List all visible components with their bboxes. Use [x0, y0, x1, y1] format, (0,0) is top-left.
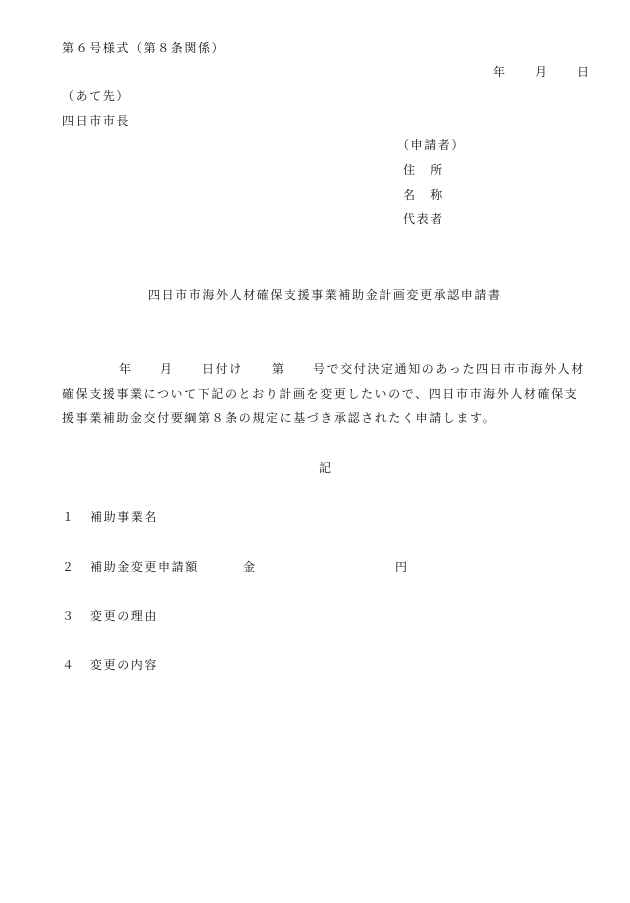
date-month: 月	[535, 65, 549, 79]
item-number: ３	[62, 609, 76, 623]
item-number: １	[62, 510, 76, 524]
ki-heading: 記	[319, 461, 333, 475]
item-number: ４	[62, 658, 76, 672]
applicant-heading: （申請者）	[397, 138, 466, 152]
document-title: 四日市市海外人材確保支援事業補助金計画変更承認申請書	[148, 288, 502, 302]
amount-unit: 円	[395, 560, 409, 574]
item-label: 変更の理由	[90, 609, 159, 623]
applicant-address-label: 住 所	[403, 163, 444, 177]
addressee: 四日市市長	[62, 114, 131, 128]
body-dated: 日付け	[202, 362, 243, 376]
applicant-representative-label: 代表者	[403, 212, 444, 226]
item-1	[62, 510, 158, 524]
item-label: 補助事業名	[90, 510, 159, 524]
item-label: 変更の内容	[90, 658, 159, 672]
item-number: ２	[62, 560, 76, 574]
body-line2: 確保支援事業について下記のとおり計画を変更したいので、四日市市海外人材確保支	[62, 387, 579, 401]
date-year: 年	[493, 65, 507, 79]
date-day: 日	[577, 65, 591, 79]
body-month: 月	[160, 362, 174, 376]
form-number: 第６号様式（第８条関係）	[62, 41, 226, 55]
addressee-heading: （あて先）	[62, 89, 131, 103]
applicant-name-label: 名 称	[403, 188, 444, 202]
item-label: 補助金変更申請額	[90, 560, 199, 574]
item-4	[62, 658, 158, 672]
body-year: 年	[119, 362, 133, 376]
amount-prefix: 金	[243, 560, 257, 574]
body-line1-rest: 号で交付決定通知のあった四日市市海外人材	[313, 362, 585, 376]
body-line3: 援事業補助金交付要綱第８条の規定に基づき承認されたく申請します。	[62, 411, 497, 425]
body-number-prefix: 第	[272, 362, 286, 376]
item-2	[62, 560, 199, 574]
item-3	[62, 609, 158, 623]
